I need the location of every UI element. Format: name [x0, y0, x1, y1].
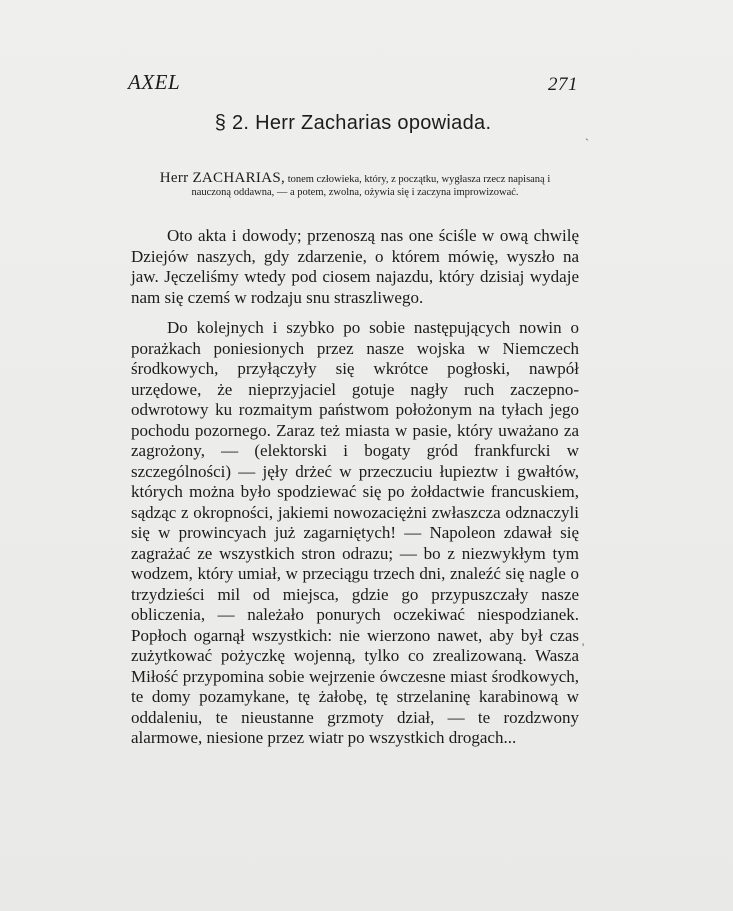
speaker-note: [150, 172, 560, 199]
margin-mark: ': [582, 640, 585, 654]
stage-direction: tonem człowieka, który, z początku, wygłasza rzecz napisaną i nauczoną oddawna, — a potem, zwolna, ożywia się i zaczyna improwizować.: [191, 174, 551, 198]
section-title: § 2. Herr Zacharias opowiada.: [214, 112, 492, 134]
running-title: AXEL: [128, 70, 181, 94]
page-number: 271: [548, 74, 578, 95]
running-header: [128, 70, 578, 100]
speaker-name: Herr ZACHARIAS,: [159, 170, 286, 186]
paragraph: Oto akta i dowody; przenoszą nas one ściśle w ową chwilę Dziejów naszych, gdy zdarzenie, o którem mówię, wyszło na jaw. Jęczeliśmy wtedy pod ciosem najazdu, który dzisiaj wydaje nam się czemś w rodzaju snu straszliwego.: [131, 226, 579, 307]
paragraph: Do kolejnych i szybko po sobie następujących nowin o porażkach poniesionych przez nasze wojska w Niemczech środkowych, przyłączyły się wkrótce pogłoski, nawpół urzędowe, że nieprzyjaciel gotuje nagły ruch zaczepno-odwrotowy ku rozmaitym państwom położonym na tyłach jego pochodu pozornego. Zaraz też miasta w pasie, który uważano za zagrożony, — (elektorski i bogaty gród frankfurcki w szczególności) — jęły drżeć w przeczuciu łupieztw i gwałtów, których można było spodziewać się po żołdactwie francuskiem, sądząc z okropności, jakiemi nowozaciężni zwłaszcza odznaczyli się w prowincyach już zagarniętych! — Napoleon zdawał się zagrażać ze wszystkich stron odrazu; — bo z niezwykłym tym wodzem, który umiał, w przeciągu trzech dni, znaleźć się nagle o trzydzieści mil od miejsca, gdzie go przypuszczały nasze obliczenia, — należało ponurych oczekiwać niespodzianek. Popłoch ogarnął wszystkich: nie wierzono nawet, aby był czas zużytkować pożyczkę wojenną, tylko co zrealizowaną. Wasza Miłość przypomina sobie wejrzenie ówczesne miast środkowych, te domy pozamykane, tę żałobę, tę strzelaninę karabinową w oddaleniu, te nieustanne grzmoty dział, — te rozdzwony alarmowe, niesione przez wiatr po wszystkich drogach...: [131, 318, 579, 747]
body-text: [131, 226, 579, 749]
margin-mark: `: [585, 136, 589, 150]
